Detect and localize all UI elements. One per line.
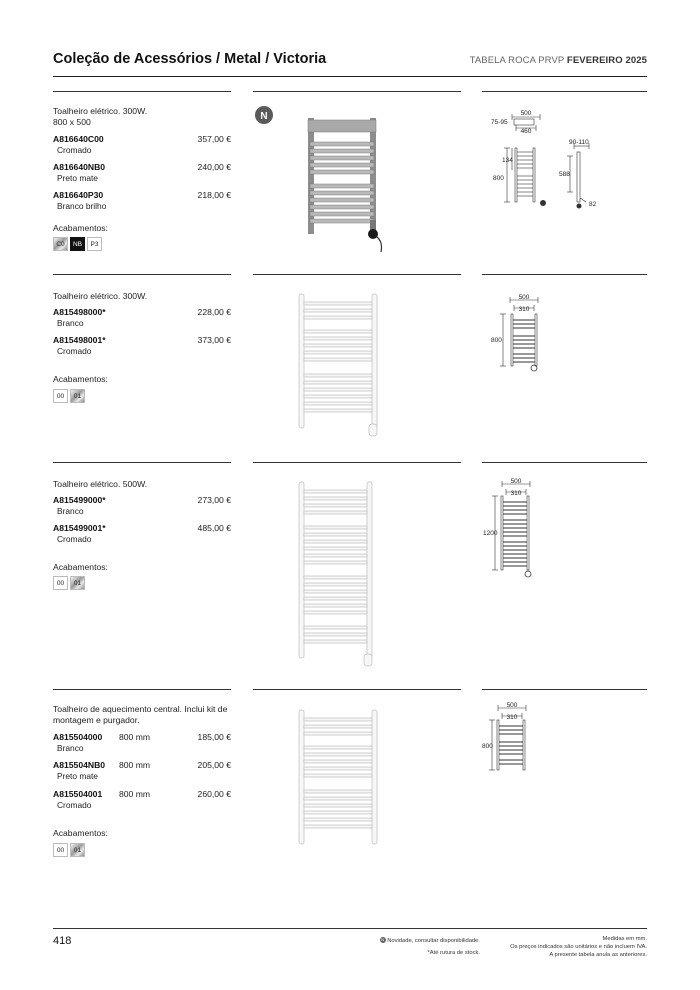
product-price: 205,00 € xyxy=(197,760,231,770)
finish-name: Cromado xyxy=(57,346,92,356)
description-line: Toalheiro elétrico. 300W. xyxy=(53,291,148,301)
finish-swatch-white: P3 xyxy=(87,237,102,251)
section-divider xyxy=(53,689,231,690)
page-title: Coleção de Acessórios / Metal / Victoria xyxy=(53,51,327,67)
product-row xyxy=(53,495,231,517)
product-row xyxy=(53,307,231,329)
dimension-drawing-3 xyxy=(482,476,647,586)
product-price: 485,00 € xyxy=(197,523,231,533)
product-row xyxy=(53,335,231,357)
dim-height: 800 xyxy=(482,743,493,750)
section-divider xyxy=(53,274,231,275)
product-description xyxy=(53,704,243,726)
finish-name: Cromado xyxy=(57,534,92,544)
dim-width: 500 xyxy=(506,702,518,709)
section-divider xyxy=(53,462,231,463)
product-row xyxy=(53,134,231,156)
product-code: A815498000* xyxy=(53,307,106,317)
product-size: 800 mm xyxy=(119,732,151,742)
dim-offset: 134 xyxy=(502,157,513,164)
footnote-novidade: Novidade, consultar disponibilidade. xyxy=(387,938,480,944)
finish-swatches xyxy=(53,389,85,403)
finish-swatch-chrome: 01 xyxy=(70,843,85,857)
section-divider xyxy=(482,91,647,92)
product-image-white-towel-rail-tall xyxy=(253,478,461,670)
dim-axis: 588 xyxy=(559,171,570,178)
finish-swatch-white: 00 xyxy=(53,843,68,857)
section-divider xyxy=(482,462,647,463)
dim-inner-width: 460 xyxy=(520,128,532,135)
product-description xyxy=(53,479,243,490)
product-description xyxy=(53,291,243,302)
finishes-label: Acabamentos: xyxy=(53,562,108,572)
section-divider xyxy=(253,274,461,275)
footnote-stock: *Até rutura de stock. xyxy=(427,950,480,956)
product-price: 357,00 € xyxy=(197,134,231,144)
product-code: A815504000 xyxy=(53,732,103,742)
finish-name: Cromado xyxy=(57,145,92,155)
dim-inner-width: 310 xyxy=(518,306,530,313)
finish-swatch-black: NB xyxy=(70,237,85,251)
dim-height: 800 xyxy=(491,337,502,344)
footnote-measures: Medidas em mm. xyxy=(602,936,647,942)
footnote-validity: A presente tabela anula as anteriores. xyxy=(549,952,647,958)
dimension-drawing-4 xyxy=(482,702,647,782)
product-image-chrome-towel-rail xyxy=(253,100,461,260)
product-size: 800 mm xyxy=(119,789,151,799)
header-divider xyxy=(53,76,647,77)
finish-swatch-white: 00 xyxy=(53,389,68,403)
product-row xyxy=(53,732,231,754)
product-row xyxy=(53,760,231,782)
new-badge-icon: N xyxy=(381,937,384,943)
product-price: 185,00 € xyxy=(197,732,231,742)
product-image-central-heating-rail xyxy=(253,706,461,856)
dim-wall: 90-110 xyxy=(569,139,589,146)
section-divider xyxy=(253,689,461,690)
product-image-white-towel-rail xyxy=(253,290,461,440)
finish-name: Preto mate xyxy=(57,173,98,183)
description-line: 800 x 500 xyxy=(53,117,91,127)
dim-inner-width: 310 xyxy=(510,490,522,497)
section-divider xyxy=(53,91,231,92)
product-code: A815499001* xyxy=(53,523,106,533)
product-price: 240,00 € xyxy=(197,162,231,172)
product-row xyxy=(53,789,231,811)
page-number: 418 xyxy=(53,935,72,947)
product-code: A815498001* xyxy=(53,335,106,345)
footnote-prices: Os preços indicados são unitários e não incluem IVA. xyxy=(510,944,647,950)
dimension-drawing-1 xyxy=(482,100,647,230)
product-price: 260,00 € xyxy=(197,789,231,799)
product-code: A815504NB0 xyxy=(53,760,106,770)
new-badge: N xyxy=(260,111,268,122)
finishes-label: Acabamentos: xyxy=(53,223,108,233)
product-row xyxy=(53,523,231,545)
footnotes-availability xyxy=(330,935,480,959)
finishes-label: Acabamentos: xyxy=(53,374,108,384)
product-code: A816640P30 xyxy=(53,190,104,200)
dim-depth: 75-95 xyxy=(491,119,508,126)
section-divider xyxy=(253,91,461,92)
finish-swatch-chrome: 01 xyxy=(70,389,85,403)
dim-height: 1200 xyxy=(483,530,498,537)
finish-name: Branco xyxy=(57,743,84,753)
product-code: A816640NB0 xyxy=(53,162,106,172)
dim-width: 500 xyxy=(518,294,530,301)
catalog-edition xyxy=(470,55,647,66)
section-divider xyxy=(482,274,647,275)
dim-width: 500 xyxy=(520,110,532,117)
product-price: 218,00 € xyxy=(197,190,231,200)
product-code: A816640C00 xyxy=(53,134,104,144)
product-size: 800 mm xyxy=(119,760,151,770)
product-price: 373,00 € xyxy=(197,335,231,345)
tabela-label: TABELA ROCA PRVP xyxy=(469,55,565,66)
product-row xyxy=(53,190,231,212)
footnotes-notes xyxy=(487,935,647,959)
product-price: 228,00 € xyxy=(197,307,231,317)
finish-swatch-chrome: 01 xyxy=(70,576,85,590)
product-code: A815499000* xyxy=(53,495,106,505)
finish-swatches xyxy=(53,237,102,251)
dim-height: 800 xyxy=(493,175,504,182)
product-price: 273,00 € xyxy=(197,495,231,505)
edition-label: FEVEREIRO 2025 xyxy=(566,55,647,66)
product-row xyxy=(53,162,231,184)
finish-name: Preto mate xyxy=(57,771,98,781)
finish-swatches xyxy=(53,843,85,857)
dim-width: 500 xyxy=(510,478,522,485)
section-divider xyxy=(253,462,461,463)
finish-name: Cromado xyxy=(57,800,92,810)
finish-name: Branco brilho xyxy=(57,201,107,211)
product-code: A815504001 xyxy=(53,789,103,799)
dimension-drawing-2 xyxy=(482,290,647,380)
finishes-label: Acabamentos: xyxy=(53,828,108,838)
finish-swatches xyxy=(53,576,85,590)
dim-bottom: 82 xyxy=(589,201,597,208)
footer-divider xyxy=(53,928,647,929)
finish-swatch-chrome: C0 xyxy=(53,237,68,251)
finish-name: Branco xyxy=(57,318,84,328)
description-line: montagem e purgador. xyxy=(53,715,140,725)
description-line: Toalheiro elétrico. 500W. xyxy=(53,479,148,489)
section-divider xyxy=(482,689,647,690)
finish-name: Branco xyxy=(57,506,84,516)
description-line: Toalheiro elétrico. 300W. xyxy=(53,106,148,116)
product-description xyxy=(53,106,243,128)
description-line: Toalheiro de aquecimento central. Inclui kit de xyxy=(53,704,228,714)
finish-swatch-white: 00 xyxy=(53,576,68,590)
dim-inner-width: 310 xyxy=(506,714,518,721)
